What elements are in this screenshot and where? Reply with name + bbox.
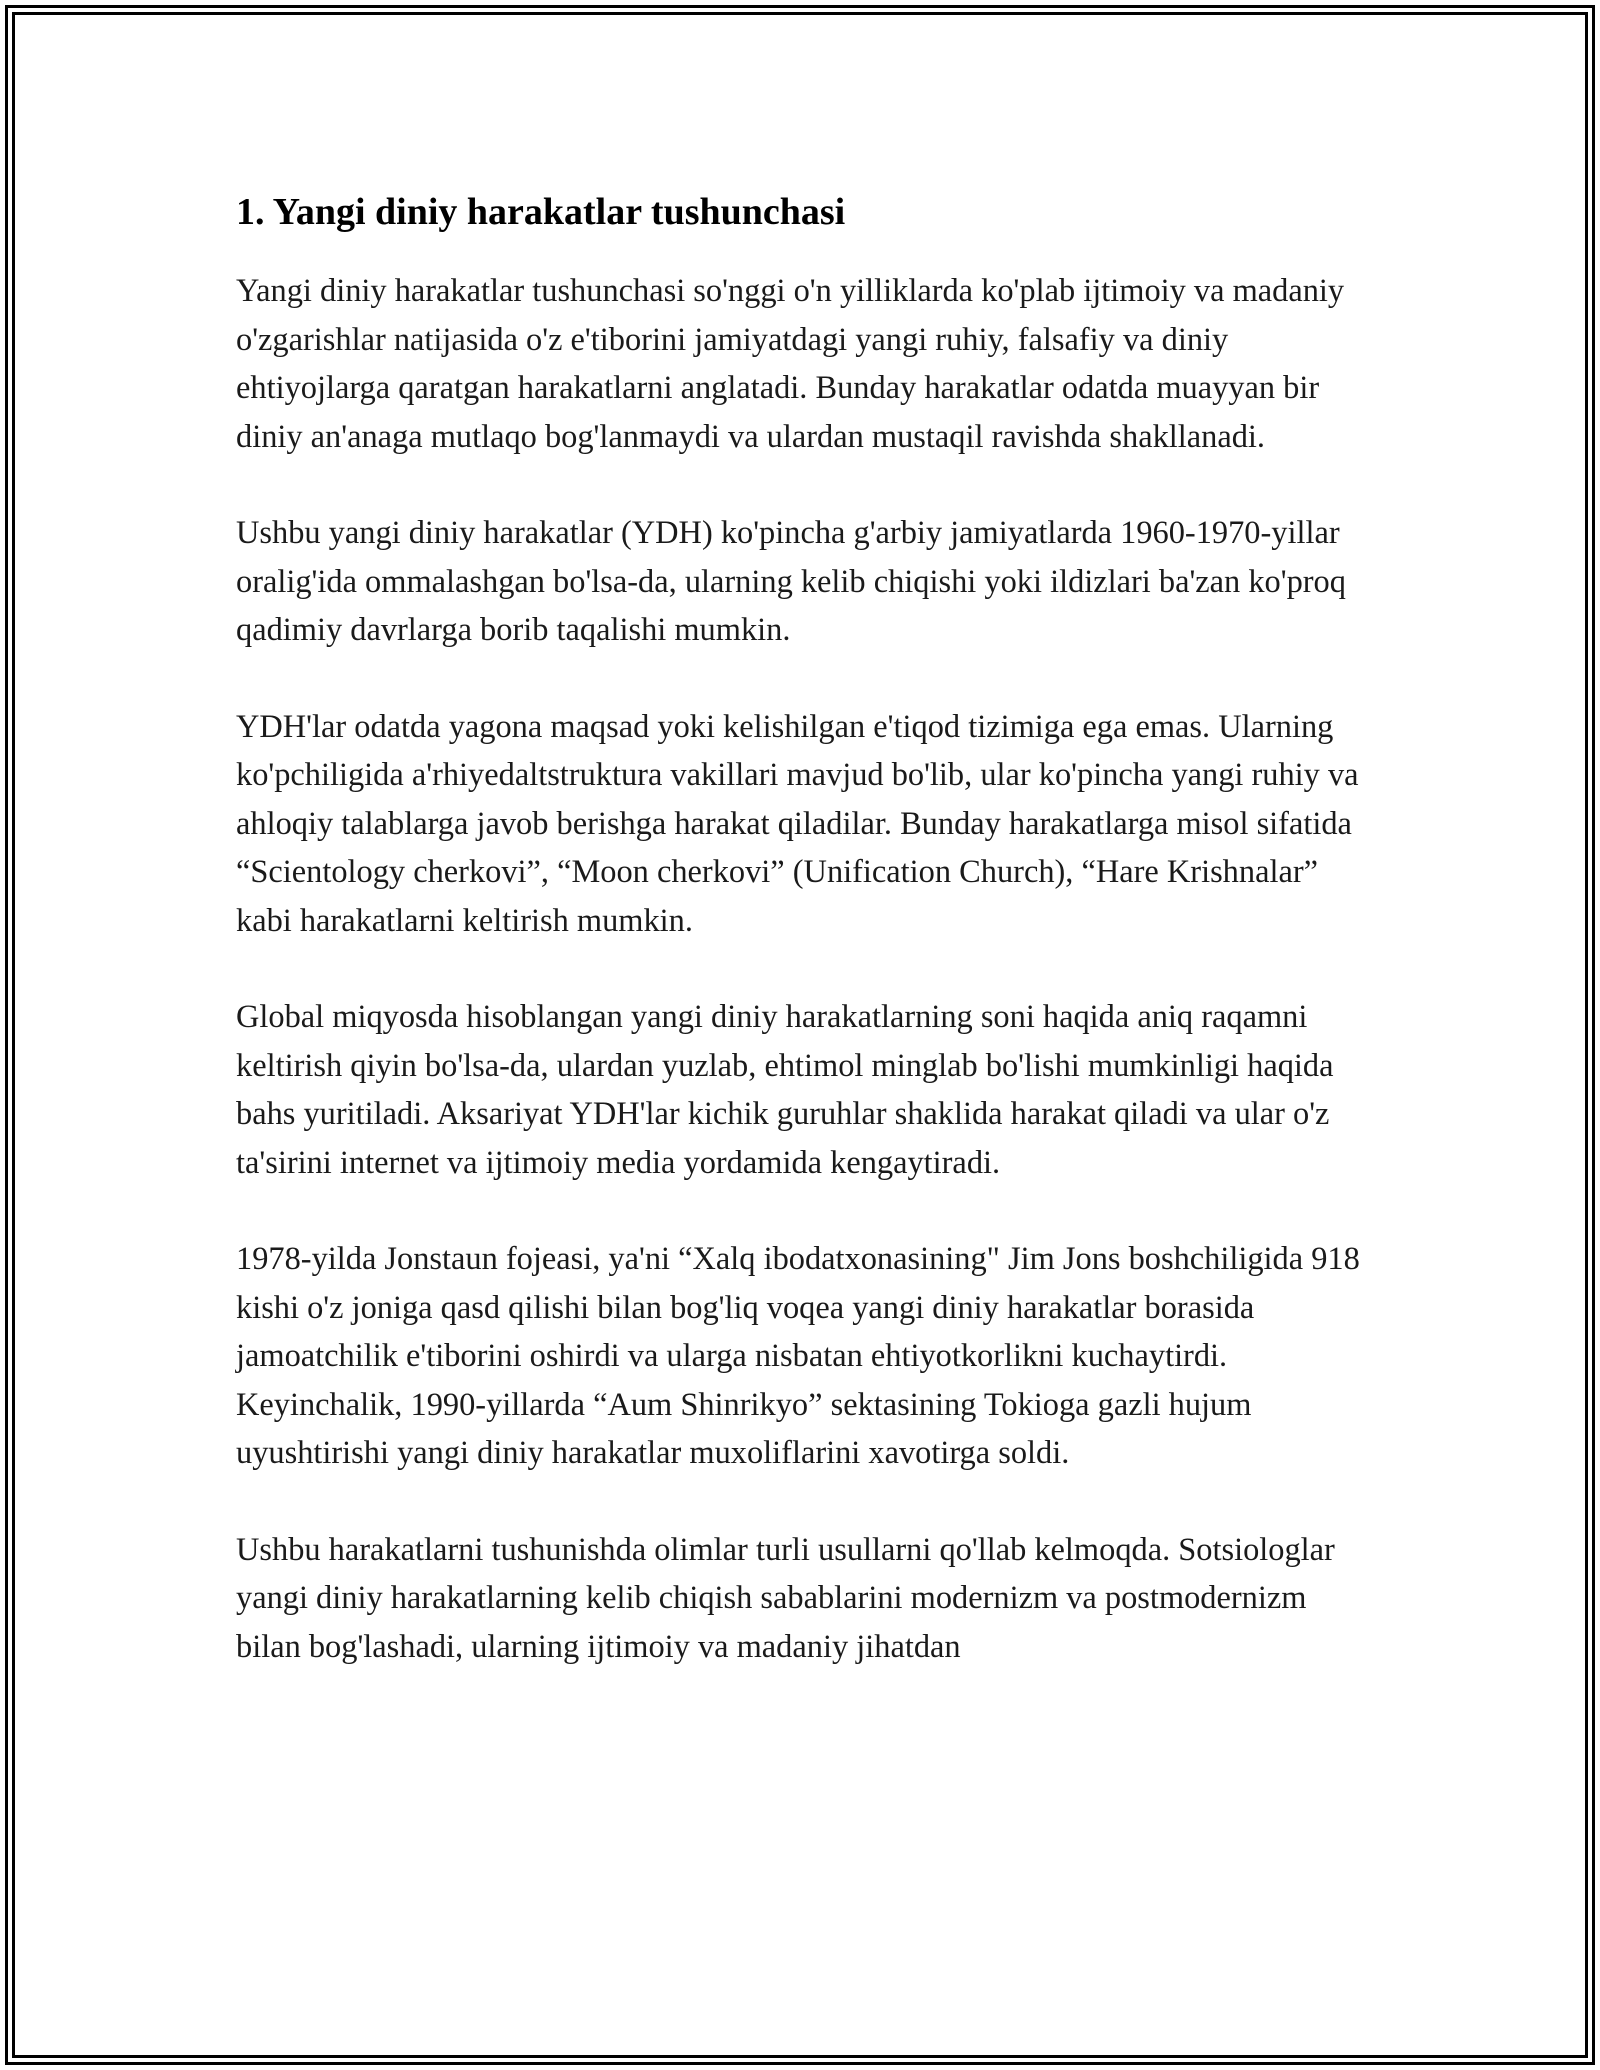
section-heading: 1. Yangi diniy harakatlar tushunchasi <box>236 191 846 233</box>
document-body <box>236 186 1366 1719</box>
paragraph-examples: YDH'lar odatda yagona maqsad yoki kelishilgan e'tiqod tizimiga ega emas. Ularning ko'pchiligida a'rhiyedaltstruktura vakillari mavjud bo'lib, ular ko'pincha yangi ruhiy va ahloqiy talablarga javob berishga harakat qiladilar. Bunday harakatlarga misol sifatida “Scientology cherkovi”, “Moon cherkovi” (Unification Church), “Hare Krishnalar” kabi harakatlarni keltirish mumkin. <box>236 708 1359 939</box>
paragraph-origins: Ushbu yangi diniy harakatlar (YDH) ko'pincha g'arbiy jamiyatlarda 1960-1970-yillar oralig'ida ommalashgan bo'lsa-da, ularning kelib chiqishi yoki ildizlari ba'zan ko'proq qadimiy davrlarga borib taqalishi mumkin. <box>236 515 1346 648</box>
paragraph-tragedies: 1978-yilda Jonstaun fojeasi, ya'ni “Xalq ibodatxonasining" Jim Jons boshchiligida 918 kishi o'z joniga qasd qilishi bilan bog'liq voqea yangi diniy harakatlar borasida jamoatchilik e'tiborini oshirdi va ularga nisbatan ehtiyotkorlikni kuchaytirdi. Keyinchalik, 1990-yillarda “Aum Shinrikyo” sektasining Tokioga gazli hujum uyushtirishi yangi diniy harakatlar muxoliflarini xavotirga soldi. <box>236 1241 1360 1471</box>
paragraph-global-count: Global miqyosda hisoblangan yangi diniy harakatlarning soni haqida aniq raqamni keltirish qiyin bo'lsa-da, ulardan yuzlab, ehtimol minglab bo'lishi mumkinligi haqida bahs yuritiladi. Aksariyat YDH'lar kichik guruhlar shaklida harakat qiladi va ular o'z ta'sirini internet va ijtimoiy media yordamida kengaytiradi. <box>236 999 1334 1181</box>
paragraph-definition: Yangi diniy harakatlar tushunchasi so'nggi o'n yilliklarda ko'plab ijtimoiy va madaniy o'zgarishlar natijasida o'z e'tiborini jamiyatdagi yangi ruhiy, falsafiy va diniy ehtiyojlarga qaratgan harakatlarni anglatadi. Bunday harakatlar odatda muayyan bir diniy an'anaga mutlaqo bog'lanmaydi va ulardan mustaqil ravishda shakllanadi. <box>236 273 1345 455</box>
paragraph-scholarly-approaches: Ushbu harakatlarni tushunishda olimlar turli usullarni qo'llab kelmoqda. Sotsiologlar yangi diniy harakatlarning kelib chiqish sabablarini modernizm va postmodernizm bilan bog'lashadi, ularning ijtimoiy va madaniy jihatdan <box>236 1531 1335 1665</box>
